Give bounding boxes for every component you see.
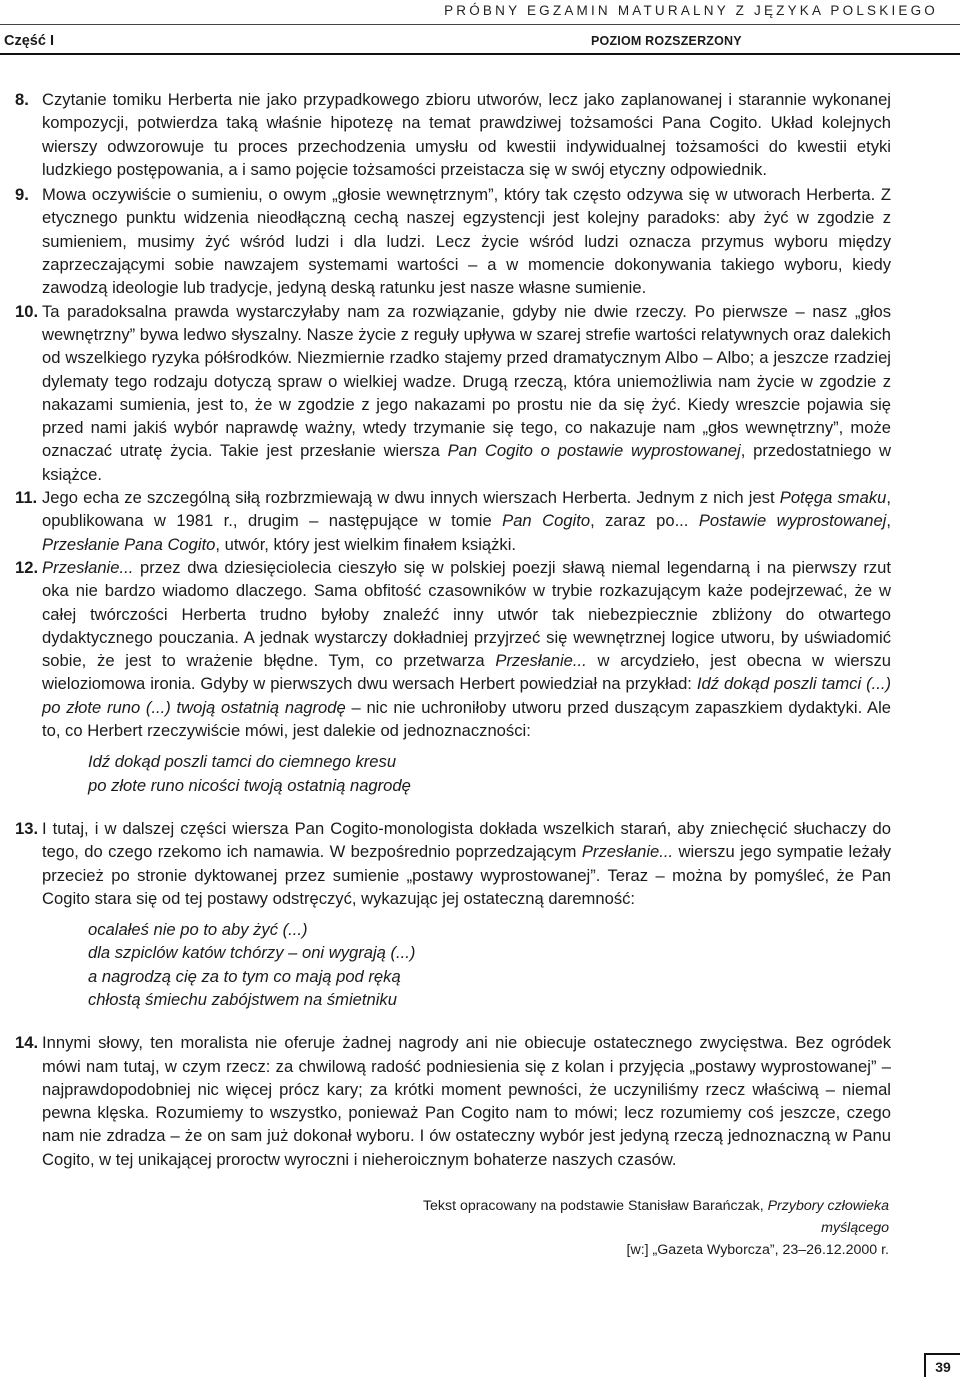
paragraph-8 [15, 88, 891, 181]
work-title: Postawie wyprostowanej [698, 511, 887, 531]
inline-quote: Idź dokąd poszli tamci (...) po złote runo (...) twoją ostatnią nagrodę [42, 674, 891, 717]
article-body [15, 88, 891, 1171]
source-line-1: Tekst opracowany na podstawie Stanisław Barańczak, Przybory człowieka myślącego [422, 1198, 889, 1236]
source-line-2: [w:] „Gazeta Wyborcza”, 23–26.12.2000 r. [626, 1242, 889, 1258]
paragraph-number: 11. [15, 488, 38, 508]
header-divider-bold [0, 53, 960, 55]
exam-title: PRÓBNY EGZAMIN MATURALNY Z JĘZYKA POLSKIEGO [444, 3, 938, 18]
paragraph-text: Jego echa ze szczególną siłą rozbrzmiewają w dwu innych wierszach Herberta. Jednym z nich jest Potęga smaku, opublikowana w 1981 r., drugim – następujące w tomie Pan Cogito, zaraz po... Postawie wyprostowanej, Przesłanie Pana Cogito, utwór, który jest wielkim finałem książki. [42, 488, 891, 554]
level-label: POZIOM ROZSZERZONY [591, 34, 742, 48]
work-title: Pan Cogito o postawie wyprostowanej [447, 441, 741, 461]
paragraph-text: Innymi słowy, ten moralista nie oferuje żadnej nagrody ani nie obiecuje ostatecznego zwycięstwa. Bez ogródek mówi nam tutaj, w czym rzecz: za chwilową radość podniesienia się z kolan i przyjęcia „postawy wyprostowanej” – najprawdopodobniej nic więcej prócz kary; za krótki moment pewności, że uczyniliśmy rzecz właściwą – niemal pewna klęska. Rozumiemy to wszystko, ponieważ Pan Cogito nam to mówi; lecz rozumiemy coś jeszcze, czego nam nie zdradza – że on sam już dokonał wyboru. I ów ostateczny wybór jest jedyną rzeczą jednoznaczną w Panu Cogito, w tej unikającej proroctw wyroczni i nieheroicznym bohaterze naszych czasów. [42, 1033, 891, 1169]
paragraph-text: Ta paradoksalna prawda wystarczyłaby nam za rozwiązanie, gdyby nie dwie rzeczy. Po pierwsze – nasz „głos wewnętrzny” bywa ledwo słyszalny. Nasze życie z reguły upływa w szarej strefie wartości relatywnych oraz dalekich od wszelkiego ryzyka półśrodków. Niezmiernie rzadko stajemy przed dramatycznym Albo – Albo; a jeszcze rzadziej dylematy tego rodzaju dotyczą spraw o wielkiej wadze. Drugą rzeczą, która uniemożliwia nam życie w zgodzie z nakazami sumienia, jest to, że w zgodzie z jego nakazami po prostu nie da się żyć. Kiedy wreszcie pojawia się przed nami jakiś wybór naprawdę ważny, wtedy trzymanie się tego, co nakazuje nam „głos wewnętrzny”, może oznaczać utratę życia. Takie jest przesłanie wiersza Pan Cogito o postawie wyprostowanej, przedostatniego w książce. [42, 301, 891, 484]
paragraph-text: Przesłanie... przez dwa dziesięciolecia cieszyło się w polskiej poezji sławą niemal legendarną i na pierwszy rzut oka nie bardzo wiadomo dlaczego. Sama obfitość czasowników w trybie rozkazującym każe podejrzewać, że w całej twórczości Herberta trudno byłoby znaleźć inny utwór tak niebezpiecznie zbliżony do otwartego dydaktycznego pouczania. A jednak wystarczy dokładniej przyjrzeć się wewnętrznej logice utworu, by uświadomić sobie, że jest to wrażenie błędne. Tym, co przetwarza Przesłanie... w arcydzieło, jest obecna w wierszu wieloziomowa ironia. Gdyby w pierwszych dwu wersach Herbert powiedział na przykład: Idź dokąd poszli tamci (...) po złote runo (...) twoją ostatnią nagrodę – nic nie uchroniłoby utworu przed duszącym zapaszkiem dydaktyki. Ale to, co Herbert rzeczywiście mówi, jest dalekie od jednoznaczności: [42, 557, 892, 741]
work-title: Przesłanie... [42, 557, 134, 577]
paragraph-13 [15, 817, 891, 910]
paragraph-9 [15, 183, 891, 299]
header-divider [0, 24, 960, 25]
poem-line: chłostą śmiechu zabójstwem na śmietniku [88, 989, 397, 1009]
poem-line: Idź dokąd poszli tamci do ciemnego kresu [88, 752, 397, 772]
paragraph-10 [15, 300, 891, 486]
work-title: Przesłanie... [581, 842, 674, 862]
paragraph-text: I tutaj, i w dalszej części wiersza Pan Cogito-monologista dokłada wszelkich starań, aby zniechęcić słuchaczy do tego, do czego rzekomo ich namawia. W bezpośrednio poprzedzającym Przesłanie... wierszu jego sympatie leżały przecież po stronie dyktowanej przez sumienie „postawy wyprostowanej”. Teraz – można by pomyśleć, że Pan Cogito stara się od tej postawy odstręczyć, wykazując jej ostateczną daremność: [42, 818, 891, 908]
poem-line: po złote runo nicości twoją ostatnią nagrodę [88, 775, 411, 795]
book-title: Przybory człowieka myślącego [767, 1198, 889, 1236]
poem-line: dla szpiclów katów tchórzy – oni wygrają (...) [88, 943, 416, 963]
paragraph-14 [15, 1031, 891, 1171]
paragraph-number: 10. [15, 301, 39, 321]
source-citation [369, 1195, 889, 1261]
paragraph-number: 13. [15, 818, 39, 838]
paragraph-12 [15, 556, 891, 742]
paragraph-text: Mowa oczywiście o sumieniu, o owym „głosie wewnętrznym”, który tak często odzywa się w utworach Herberta. Z etycznego punktu widzenia nieodłączną cechą naszej egzystencji jest kolejny paradoks: aby żyć w zgodzie z sumieniem, musimy żyć wśród ludzi i dla ludzi. Lecz życie wśród ludzi oznacza przymus wyboru między zaprzeczającymi sobie nawzajem systemami wartości – a w momencie dokonywania takiego wyboru, kiedy zawodzą ideologie lub tradycje, jedyną deską ratunku jest nasze własne sumienie. [42, 185, 891, 298]
paragraph-number: 8. [15, 90, 29, 109]
paragraph-11 [15, 486, 891, 556]
paragraph-number: 9. [15, 185, 29, 205]
paragraph-number: 14. [15, 1033, 39, 1053]
poem-line: ocalałeś nie po to aby żyć (...) [88, 920, 308, 940]
work-title: Przesłanie Pana Cogito [42, 534, 216, 554]
poem-line: a nagrodzą cię za to tym co mają pod ręką [88, 966, 401, 986]
paragraph-number: 12. [15, 557, 39, 577]
part-label: Część I [4, 33, 54, 49]
page-number: 39 [924, 1353, 960, 1377]
poem-quote-1 [88, 750, 891, 797]
paragraph-text: Czytanie tomiku Herberta nie jako przypadkowego zbioru utworów, lecz jako zaplanowanej i starannie wykonanej kompozycji, potwierdza taką właśnie hipotezę na temat prawdziwej tożsamości Pana Cogito. Układ kolejnych wierszy odwzorowuje tu proces przechodzenia umysłu od kwestii indywidualnej tożsamości do kwestii etyki ludzkiego postępowania, a i samo pojęcie tożsamości przeistacza się w swój etyczny odpowiednik. [42, 90, 891, 179]
poem-quote-2 [88, 918, 891, 1011]
work-title: Potęga smaku [779, 488, 887, 508]
work-title: Przesłanie... [495, 651, 587, 671]
work-title: Pan Cogito [502, 511, 591, 531]
